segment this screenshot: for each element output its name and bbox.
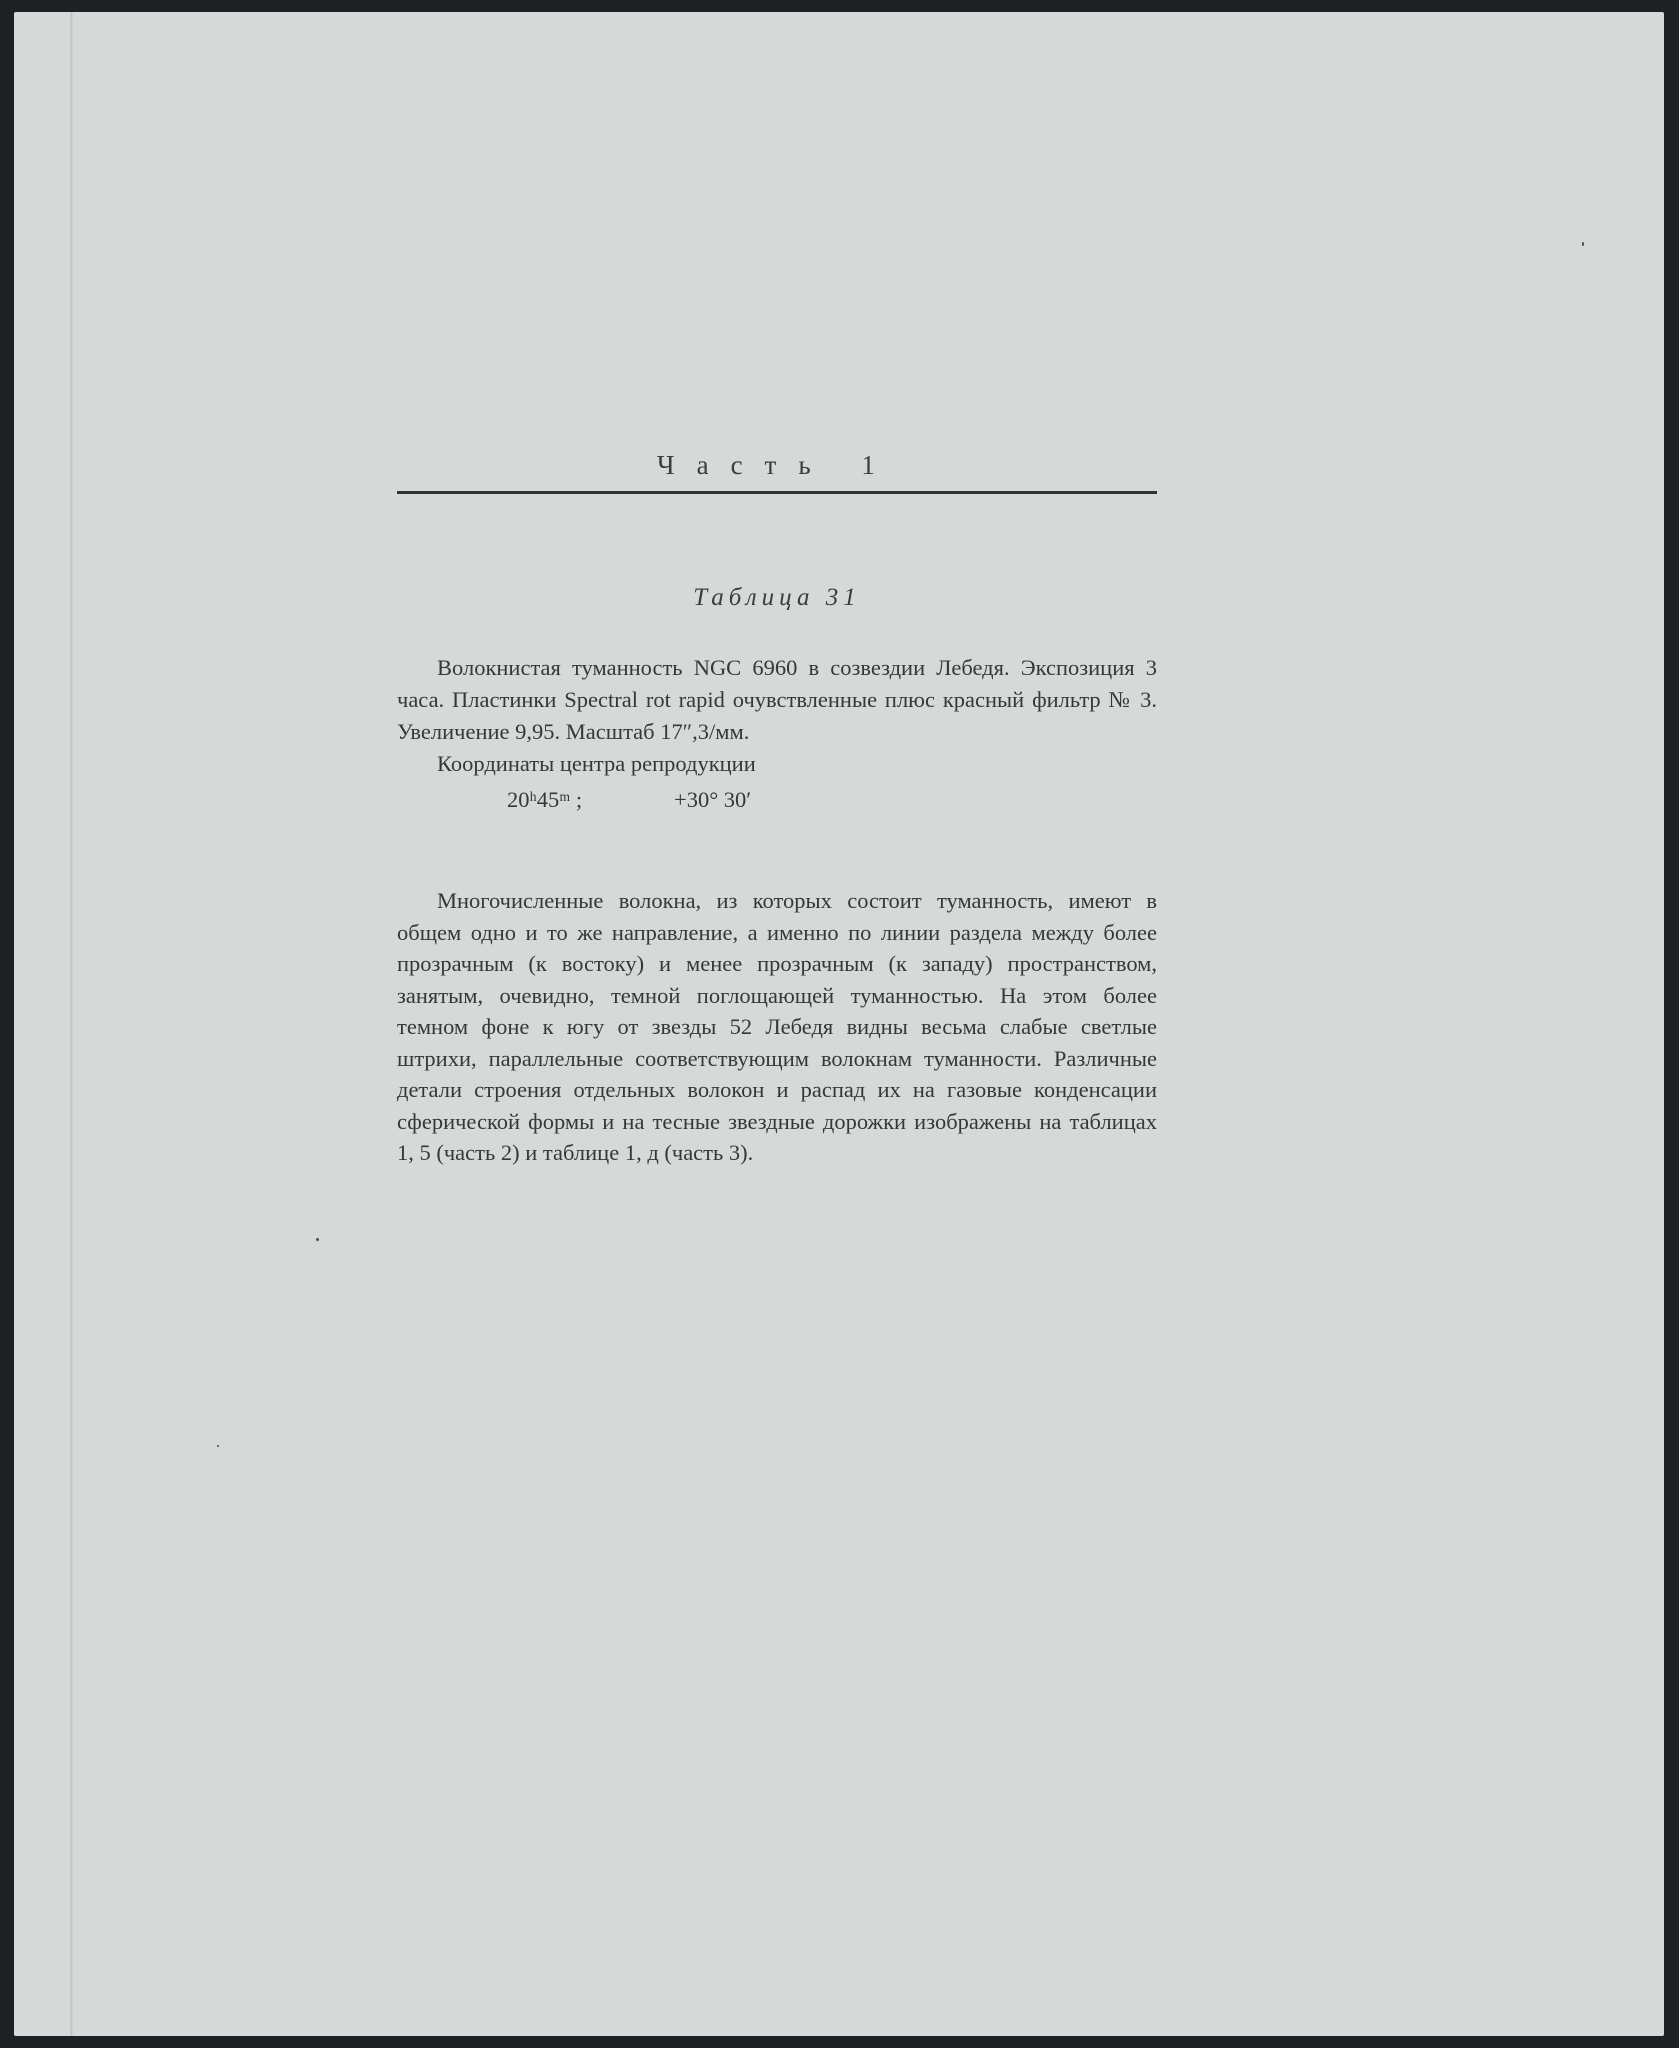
plate-caption bbox=[397, 652, 1157, 818]
paper-speck bbox=[217, 1445, 219, 1447]
heading-rule bbox=[397, 491, 1157, 494]
coordinates-declination: +30° 30′ bbox=[674, 787, 752, 812]
part-heading: Часть 1 bbox=[657, 450, 897, 480]
paper-speck bbox=[316, 1238, 319, 1241]
page-spine-shadow bbox=[70, 12, 73, 2036]
description bbox=[397, 885, 1157, 1169]
coordinates bbox=[397, 780, 1157, 818]
coordinates-label: Координаты центра репродукции bbox=[437, 751, 756, 776]
description-paragraph: Многочисленные волокна, из которых состоит туманность, имеют в общем одно и то же направление, а именно по линии раздела между более прозрачным (к востоку) и менее прозрачным (к западу) пространством, занятым, очевидно, темной поглощающей туманностью. На этом более темном фоне к югу от звезды 52 Лебедя видны весьма слабые светлые штрихи, параллельные соответствующим волокнам туманности. Различные детали строения отдельных волокон и распад их на газовые конденсации сферической формы и на тесные звездные дорожки изображены на таблицах 1, 5 (часть 2) и таблице 1, д (часть 3). bbox=[397, 888, 1157, 1165]
plate-title: Таблица 31 bbox=[693, 584, 861, 611]
coordinates-right-ascension: 20ʰ45ᵐ ; bbox=[507, 787, 583, 812]
book-page bbox=[14, 12, 1664, 2036]
paper-speck bbox=[1582, 242, 1584, 246]
caption-text: Волокнистая туманность NGC 6960 в созвездии Лебедя. Экспозиция 3 часа. Пластинки Spectral rot rapid очувствленные плюс красный фильтр № 3. Увеличение 9,95. Масштаб 17″,3/мм. bbox=[397, 655, 1157, 744]
